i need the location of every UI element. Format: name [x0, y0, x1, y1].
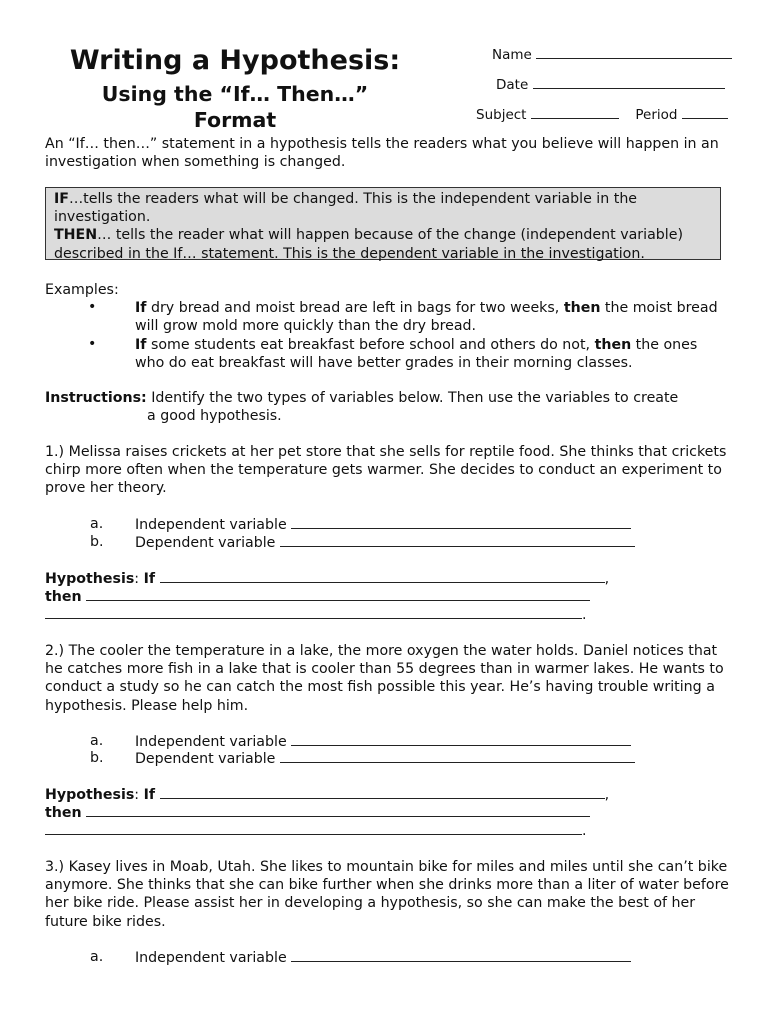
q1-if-blank[interactable]	[160, 570, 605, 583]
q1-dependent-blank[interactable]	[280, 534, 635, 547]
bullet-icon: •	[88, 336, 97, 352]
subject-label: Subject	[476, 107, 527, 123]
q2-then-blank[interactable]	[86, 804, 590, 817]
q2-then-blank-2[interactable]	[45, 822, 582, 835]
q1-independent-variable[interactable]: a. Independent variable	[90, 516, 103, 532]
q2-independent-blank[interactable]	[291, 733, 631, 746]
q1-hypothesis[interactable]: Hypothesis: If , then .	[45, 571, 610, 624]
subject-field[interactable]	[476, 106, 728, 123]
period-label: Period	[635, 107, 678, 123]
q2-dependent-blank[interactable]	[280, 750, 635, 763]
example-item: If dry bread and moist bread are left in bags for two weeks, then the moist bread will grow mold more quickly than the dry bread.	[135, 300, 718, 335]
subject-blank[interactable]	[531, 106, 619, 119]
q2-if-blank[interactable]	[160, 786, 605, 799]
q3-independent-variable[interactable]: a. Independent variable	[90, 949, 103, 965]
q1-dependent-variable[interactable]: b. Dependent variable	[90, 534, 104, 550]
q1-then-blank-2[interactable]	[45, 606, 582, 619]
q1-then-blank[interactable]	[86, 588, 590, 601]
period-blank[interactable]	[682, 106, 728, 119]
page-title: Writing a Hypothesis:	[69, 45, 401, 76]
then-definition: THEN… tells the reader what will happen because of the change (independent variable) described in the If… statement. This is the dependent variable in the investigation.	[54, 227, 683, 262]
instructions-label: Instructions:	[45, 390, 147, 406]
q1-independent-blank[interactable]	[291, 516, 631, 529]
question-1-text: 1.) Melissa raises crickets at her pet store that she sells for reptile food. She thinks that crickets chirp more often when the temperature gets warmer. She decides to conduct an experiment to prove her theory.	[45, 444, 727, 497]
date-field[interactable]	[496, 76, 725, 93]
if-definition: IF…tells the readers what will be changed. This is the independent variable in the investigation.	[54, 191, 638, 226]
date-label: Date	[496, 77, 529, 93]
question-2-text: 2.) The cooler the temperature in a lake, the more oxygen the water holds. Daniel notices that he catches more fish in a lake that is cooler than 55 degrees than in warmer lakes. He wants to conduct a study so he can catch the most fish possible this year. He’s having trouble writing a hypothesis. Please help him.	[45, 643, 724, 714]
name-blank[interactable]	[536, 46, 732, 59]
q3-independent-blank[interactable]	[291, 949, 631, 962]
q2-hypothesis[interactable]: Hypothesis: If , then .	[45, 787, 610, 840]
page-subtitle: Using the “If… Then…”	[101, 82, 369, 106]
then-keyword: THEN	[54, 227, 98, 244]
if-keyword: IF	[54, 191, 69, 207]
example-item: If some students eat breakfast before school and others do not, then the ones who do eat breakfast will have better grades in their morning classes.	[135, 337, 698, 372]
date-blank[interactable]	[533, 76, 725, 89]
name-label: Name	[492, 47, 532, 63]
page-subtitle-format: Format	[193, 108, 277, 132]
name-field[interactable]	[492, 46, 732, 63]
intro-paragraph: An “If… then…” statement in a hypothesis tells the readers what you believe will happen in an investigation when something is changed.	[45, 136, 719, 171]
question-3-text: 3.) Kasey lives in Moab, Utah. She likes to mountain bike for miles and miles until she can’t bike anymore. She thinks that she can bike further when she drinks more than a liter of water before her bike ride. Please assist her in developing a hypothesis, so she can make the best of her future bike rides.	[45, 859, 729, 930]
instructions: Instructions: Identify the two types of variables below. Then use the variables to create a good hypothesis.	[45, 390, 679, 425]
q2-independent-variable[interactable]: a. Independent variable	[90, 733, 103, 749]
bullet-icon: •	[88, 299, 97, 315]
definition-box	[45, 187, 721, 260]
examples-label: Examples:	[45, 282, 119, 298]
q2-dependent-variable[interactable]: b. Dependent variable	[90, 750, 104, 766]
